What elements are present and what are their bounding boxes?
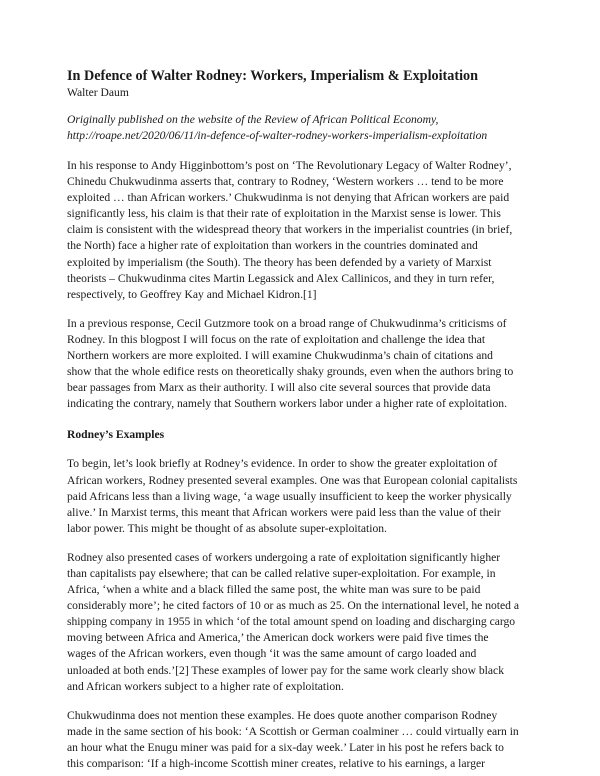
document-title: In Defence of Walter Rodney: Workers, Imperialism & Exploitation: [67, 68, 479, 84]
text-line: the North) face a higher rate of exploitation than workers in the countries dominated and: [67, 239, 478, 253]
paragraph: [67, 708, 545, 772]
text-line: exploited by imperialism (the South). The theory has been defended by a variety of Marxist: [67, 255, 492, 269]
text-line: this comparison: ‘If a high-income Scottish miner creates, relative to his earnings, a larger: [67, 757, 485, 770]
text-line: considerably more’; he cited factors of 10 or as much as 25. On the international level, he noted a: [67, 599, 520, 613]
text-line: significantly less, his claim is that their rate of exploitation in the Marxist sense is lower. This: [67, 207, 501, 221]
paragraph: [67, 316, 545, 413]
document-author: Walter Daum: [67, 86, 129, 99]
text-line: Rodney also presented cases of workers undergoing a rate of exploitation significantly higher: [67, 550, 501, 564]
text-line: bear passages from Marx as their authority. I will also cite several sources that provide data: [67, 381, 491, 395]
paragraph: [67, 550, 545, 695]
text-line: To begin, let’s look briefly at Rodney’s evidence. In order to show the greater exploitation of: [67, 457, 498, 471]
paragraph: [67, 456, 545, 536]
text-line: Rodney. In this blogpost I will focus on the rate of exploitation and challenge the idea that: [67, 332, 486, 346]
text-line: respectively, to Geoffrey Kay and Michael Kidron.[1]: [67, 287, 317, 301]
text-line: African workers, Rodney presented several examples. One was that European colonial capitalists: [67, 473, 518, 487]
text-line: shipping company in 1955 in which ‘of the total amount spend on loading and discharging cargo: [67, 615, 516, 629]
document-page: [67, 68, 545, 772]
text-line: Africa, ‘when a white and a black filled the same post, the white man was sure to be paid: [67, 583, 481, 597]
text-line: indicating the contrary, namely that Southern workers labor under a higher rate of exploitation.: [67, 397, 507, 411]
text-line: and African workers subject to a higher rate of exploitation.: [67, 679, 344, 693]
text-line: show that the whole edifice rests on theoretically shaky grounds, even when the authors bring to: [67, 365, 514, 379]
source-url[interactable]: http://roape.net/2020/06/11/in-defence-of-walter-rodney-workers-imperialism-exploitation: [67, 129, 488, 142]
text-line: made in the same section of his book: ‘A Scottish or German coalminer … could virtually earn in: [67, 724, 519, 738]
text-line: claim is consistent with the widespread theory that workers in the imperialist countries (in brief,: [67, 223, 513, 237]
source-note: [67, 112, 545, 144]
text-line: moving between Africa and America,’ the American dock workers were paid five times the: [67, 631, 489, 645]
text-line: In a previous response, Cecil Gutzmore took on a broad range of Chukwudinma’s criticisms of: [67, 316, 507, 330]
text-line: In his response to Andy Higginbottom’s post on ‘The Revolutionary Legacy of Walter Rodney’,: [67, 159, 512, 172]
text-line: than capitalists pay elsewhere; that can be called relative super-exploitation. For example, in: [67, 566, 496, 580]
text-line: unloaded at both ends.’[2] These examples of lower pay for the same work clearly show black: [67, 663, 504, 677]
text-line: labor power. This might be thought of as absolute super-exploitation.: [67, 521, 387, 535]
text-line: wages of the African workers, even though ‘it was the same amount of cargo loaded and: [67, 647, 477, 661]
text-line: theorists – Chukwudinma cites Martin Legassick and Alex Callinicos, and they in turn refer,: [67, 271, 495, 285]
section-heading: Rodney’s Examples: [67, 428, 165, 442]
text-line: paid Africans less than a living wage, ‘a wage usually insufficient to keep the worker physically: [67, 489, 512, 503]
text-line: exploited … than African workers.’ Chukwudinma is not denying that African workers are paid: [67, 191, 510, 205]
text-line: Chukwudinma does not mention these examples. He does quote another comparison Rodney: [67, 708, 498, 722]
source-note-line: Originally published on the website of the Review of African Political Economy,: [67, 113, 439, 126]
text-line: Chinedu Chukwudinma asserts that, contrary to Rodney, ‘Western workers … tend to be more: [67, 175, 504, 189]
text-line: alive.’ In Marxist terms, this meant that African workers were paid less than the value of their: [67, 505, 501, 519]
text-line: Northern workers are more exploited. I will examine Chukwudinma’s chain of citations and: [67, 349, 493, 363]
text-line: an hour what the Enugu miner was paid for a six-day week.’ Later in his post he refers back to: [67, 740, 504, 754]
paragraph: [67, 158, 545, 303]
